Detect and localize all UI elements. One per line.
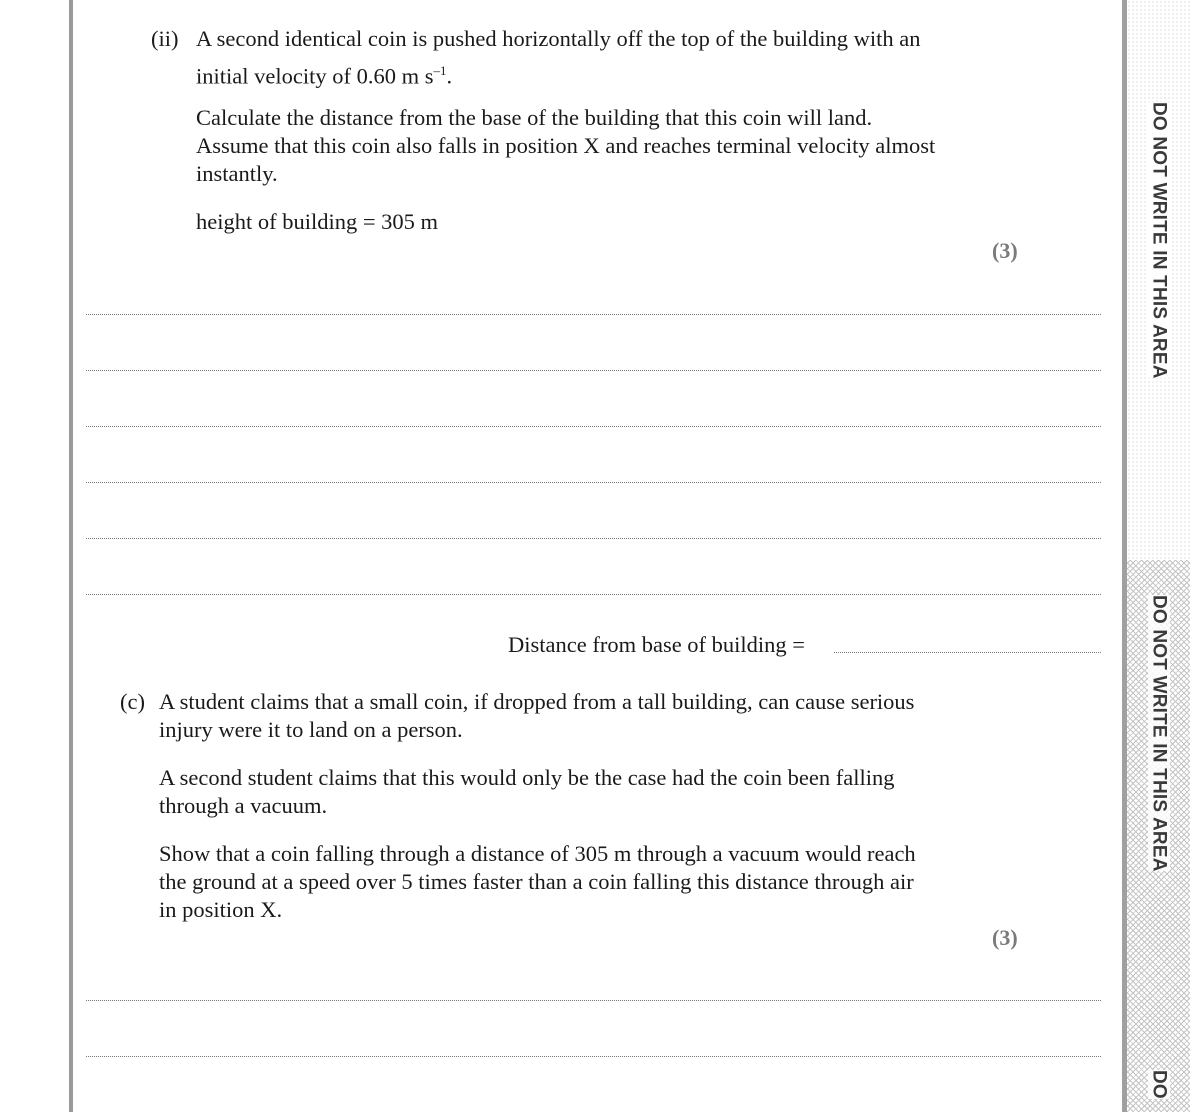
part-ii-line-2: initial velocity of 0.60 m $s^{-1}$. bbox=[196, 63, 453, 89]
answer-line[interactable] bbox=[86, 314, 1101, 315]
answer-line[interactable] bbox=[86, 370, 1101, 371]
answer-line[interactable] bbox=[86, 482, 1101, 483]
part-c-line-3: A second student claims that this would only be the case had the coin been falling bbox=[159, 765, 895, 790]
distance-answer-field[interactable] bbox=[834, 652, 1101, 653]
part-c-line-2: injury were it to land on a person. bbox=[159, 717, 463, 742]
answer-line[interactable] bbox=[86, 426, 1101, 427]
margin-warning-3: DO bbox=[1148, 1070, 1170, 1099]
part-c-marks: (3) bbox=[992, 925, 1018, 950]
page-left-border bbox=[69, 0, 73, 1112]
part-c-line-4: through a vacuum. bbox=[159, 793, 328, 818]
margin-warning-1: DO NOT WRITE IN THIS AREA bbox=[1148, 101, 1170, 379]
distance-answer-label: Distance from base of building = bbox=[508, 632, 805, 657]
part-c-label: (c) bbox=[120, 689, 145, 714]
part-ii-label: (ii) bbox=[151, 26, 179, 51]
part-c-line-6: the ground at a speed over 5 times faster than a coin falling this distance through air bbox=[159, 869, 914, 894]
part-ii-instruction-3: instantly. bbox=[196, 161, 278, 186]
margin-warning-2: DO NOT WRITE IN THIS AREA bbox=[1148, 594, 1170, 872]
part-ii-instruction-1: Calculate the distance from the base of the building that this coin will land. bbox=[196, 105, 873, 130]
answer-line[interactable] bbox=[86, 1000, 1101, 1001]
part-c-line-5: Show that a coin falling through a distance of 305 m through a vacuum would reach bbox=[159, 841, 916, 866]
part-c-line-7: in position X. bbox=[159, 897, 283, 922]
part-c-line-1: A student claims that a small coin, if dropped from a tall building, can cause serious bbox=[159, 689, 915, 714]
part-ii-instruction-2: Assume that this coin also falls in position X and reaches terminal velocity almost bbox=[196, 133, 936, 158]
answer-line[interactable] bbox=[86, 538, 1101, 539]
part-ii-given-height: height of building = 305 m bbox=[196, 209, 439, 234]
answer-line[interactable] bbox=[86, 594, 1101, 595]
answer-line[interactable] bbox=[86, 1056, 1101, 1057]
part-ii-marks: (3) bbox=[992, 238, 1018, 263]
part-ii-line-1: A second identical coin is pushed horizontally off the top of the building with an bbox=[196, 26, 921, 51]
